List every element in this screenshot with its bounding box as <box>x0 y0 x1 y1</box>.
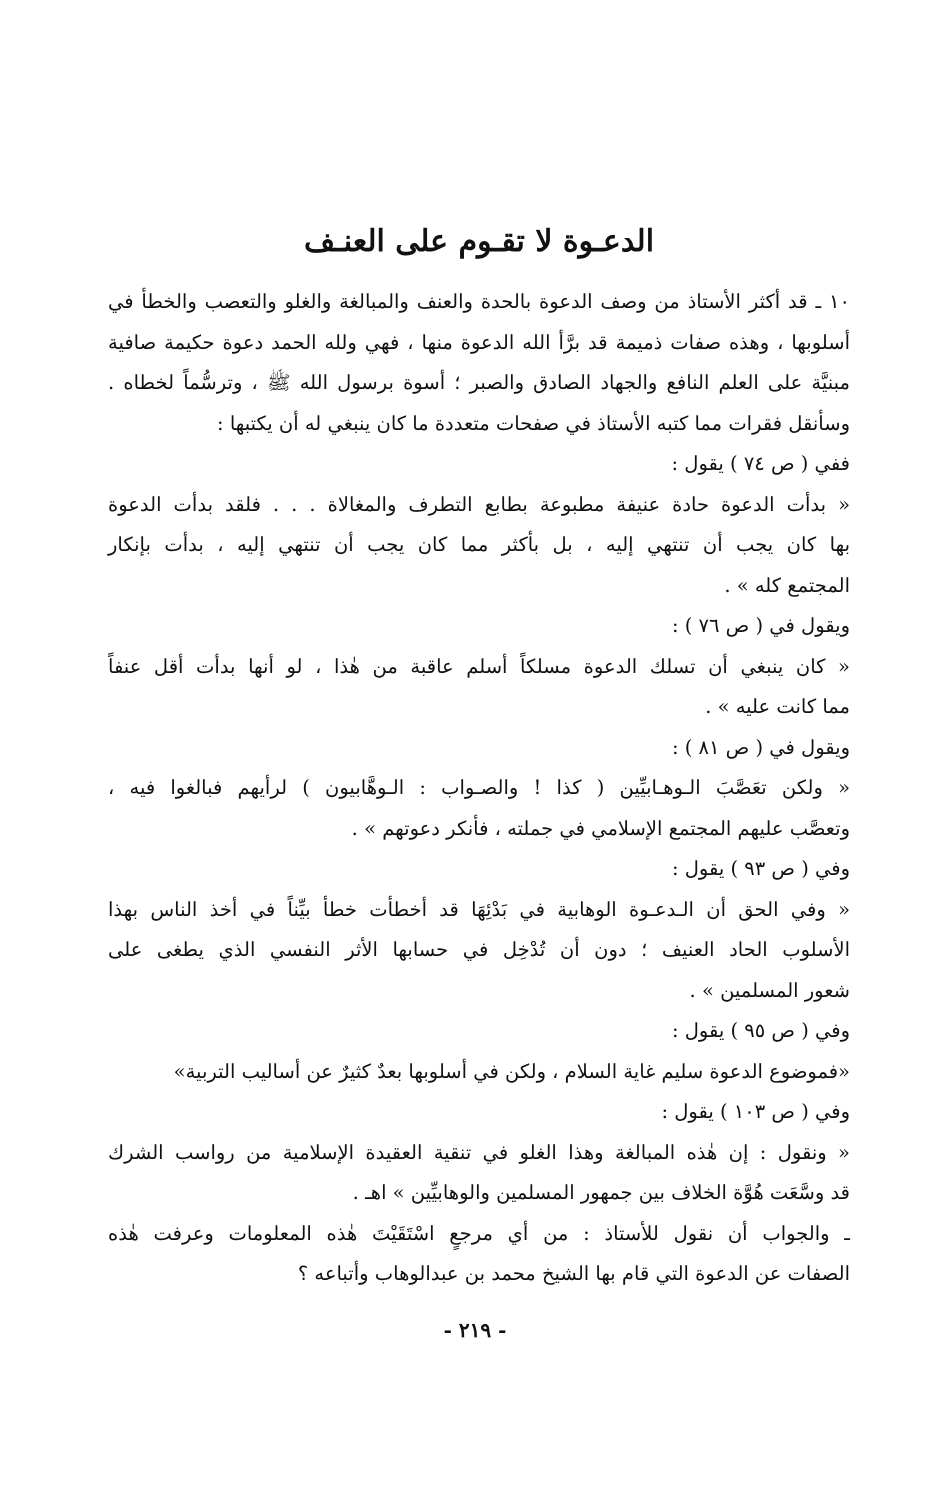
text-line: مما كانت عليه » . <box>705 695 850 718</box>
text-line: المجتمع كله » . <box>724 573 850 597</box>
text-line: وتعصَّب عليهم المجتمع الإسلامي في جملته ، فأنكر دعوتهم » . <box>351 816 850 840</box>
text-line: ١٠ ـ قد أكثر الأستاذ من وصف الدعوة بالحدة والعنف والمبالغة والغلو والتعصب والخطأ في <box>108 290 850 313</box>
page-content <box>108 220 850 1295</box>
page-title: الدعـوة لا تقـوم على العنـف <box>303 224 655 259</box>
text-line: مبنيَّة على العلم النافع والجهاد الصادق والصبر ؛ أسوة برسول الله ﷺ ، وترسُّماً لخطاه . <box>108 371 850 394</box>
text-line: « ونقول : إن هٰذه المبالغة وهذا الغلو في تنقية العقيدة الإسلامية من رواسب الشرك <box>108 1140 850 1164</box>
text-line: ويقول في ( ص ٨١ ) : <box>671 735 850 759</box>
text-line: « بدأت الدعوة حادة عنيفة مطبوعة بطابع التطرف والمغالاة . . . فلقد بدأت الدعوة <box>108 492 850 516</box>
text-line: شعور المسلمين » . <box>689 978 850 1002</box>
text-line: ويقول في ( ص ٧٦ ) : <box>671 614 850 637</box>
text-line: ففي ( ص ٧٤ ) يقول : <box>671 452 850 475</box>
text-line: « وفي الحق أن الـدعـوة الوهابية في بَدْئِهَا قد أخطأت خطأ بيِّناً في أخذ الناس بهذا <box>108 897 850 921</box>
text-line: الصفات عن الدعوة التي قام بها الشيخ محمد بن عبدالوهاب وأتباعه ؟ <box>297 1262 850 1285</box>
text-line: وفي ( ص ١٠٣ ) يقول : <box>661 1100 850 1123</box>
text-line: وفي ( ص ٩٣ ) يقول : <box>671 857 850 880</box>
text-line: « ولكن تعَصَّبَ الـوهـابيِّين ( كذا ! والصـواب : الـوهَّابيون ) لرأيهم فبالغوا فيه ، <box>108 776 850 799</box>
text-line: «فموضوع الدعوة سليم غاية السلام ، ولكن في أسلوبها بعدٌ كثيرٌ عن أساليب التربية» <box>173 1059 850 1083</box>
text-line: قد وسَّعَت هُوَّة الخلاف بين جمهور المسلمين والوهابيِّين » اهـ . <box>352 1181 850 1204</box>
text-line: ـ والجواب أن نقول للأستاذ : من أي مرجعٍ اسْتَقَيْتَ هٰذه المعلومات وعرفت هٰذه <box>108 1221 850 1245</box>
text-line: « كان ينبغي أن تسلك الدعوة مسلكاً أسلم عاقبة من هٰذا ، لو أنها بدأت أقل عنفاً <box>108 654 850 678</box>
page-number: - ٢١٩ - <box>443 1318 507 1342</box>
text-line: أسلوبها ، وهذه صفات ذميمة قد برَّأ الله الدعوة منها ، فهي ولله الحمد دعوة حكيمة صافية <box>108 330 850 354</box>
body-text <box>108 282 850 1295</box>
text-line: وسأنقل فقرات مما كتبه الأستاذ في صفحات متعددة ما كان ينبغي له أن يكتبها : <box>217 411 850 435</box>
text-line: وفي ( ص ٩٥ ) يقول : <box>671 1019 850 1042</box>
text-line: الأسلوب الحاد العنيف ؛ دون أن تُدْخِل في حسابها الأثر النفسي الذي يطغى على <box>108 938 850 961</box>
text-line: بها كان يجب أن تنتهي إليه ، بل بأكثر مما كان يجب أن تنتهي إليه ، بدأت بإنكار <box>108 533 850 556</box>
